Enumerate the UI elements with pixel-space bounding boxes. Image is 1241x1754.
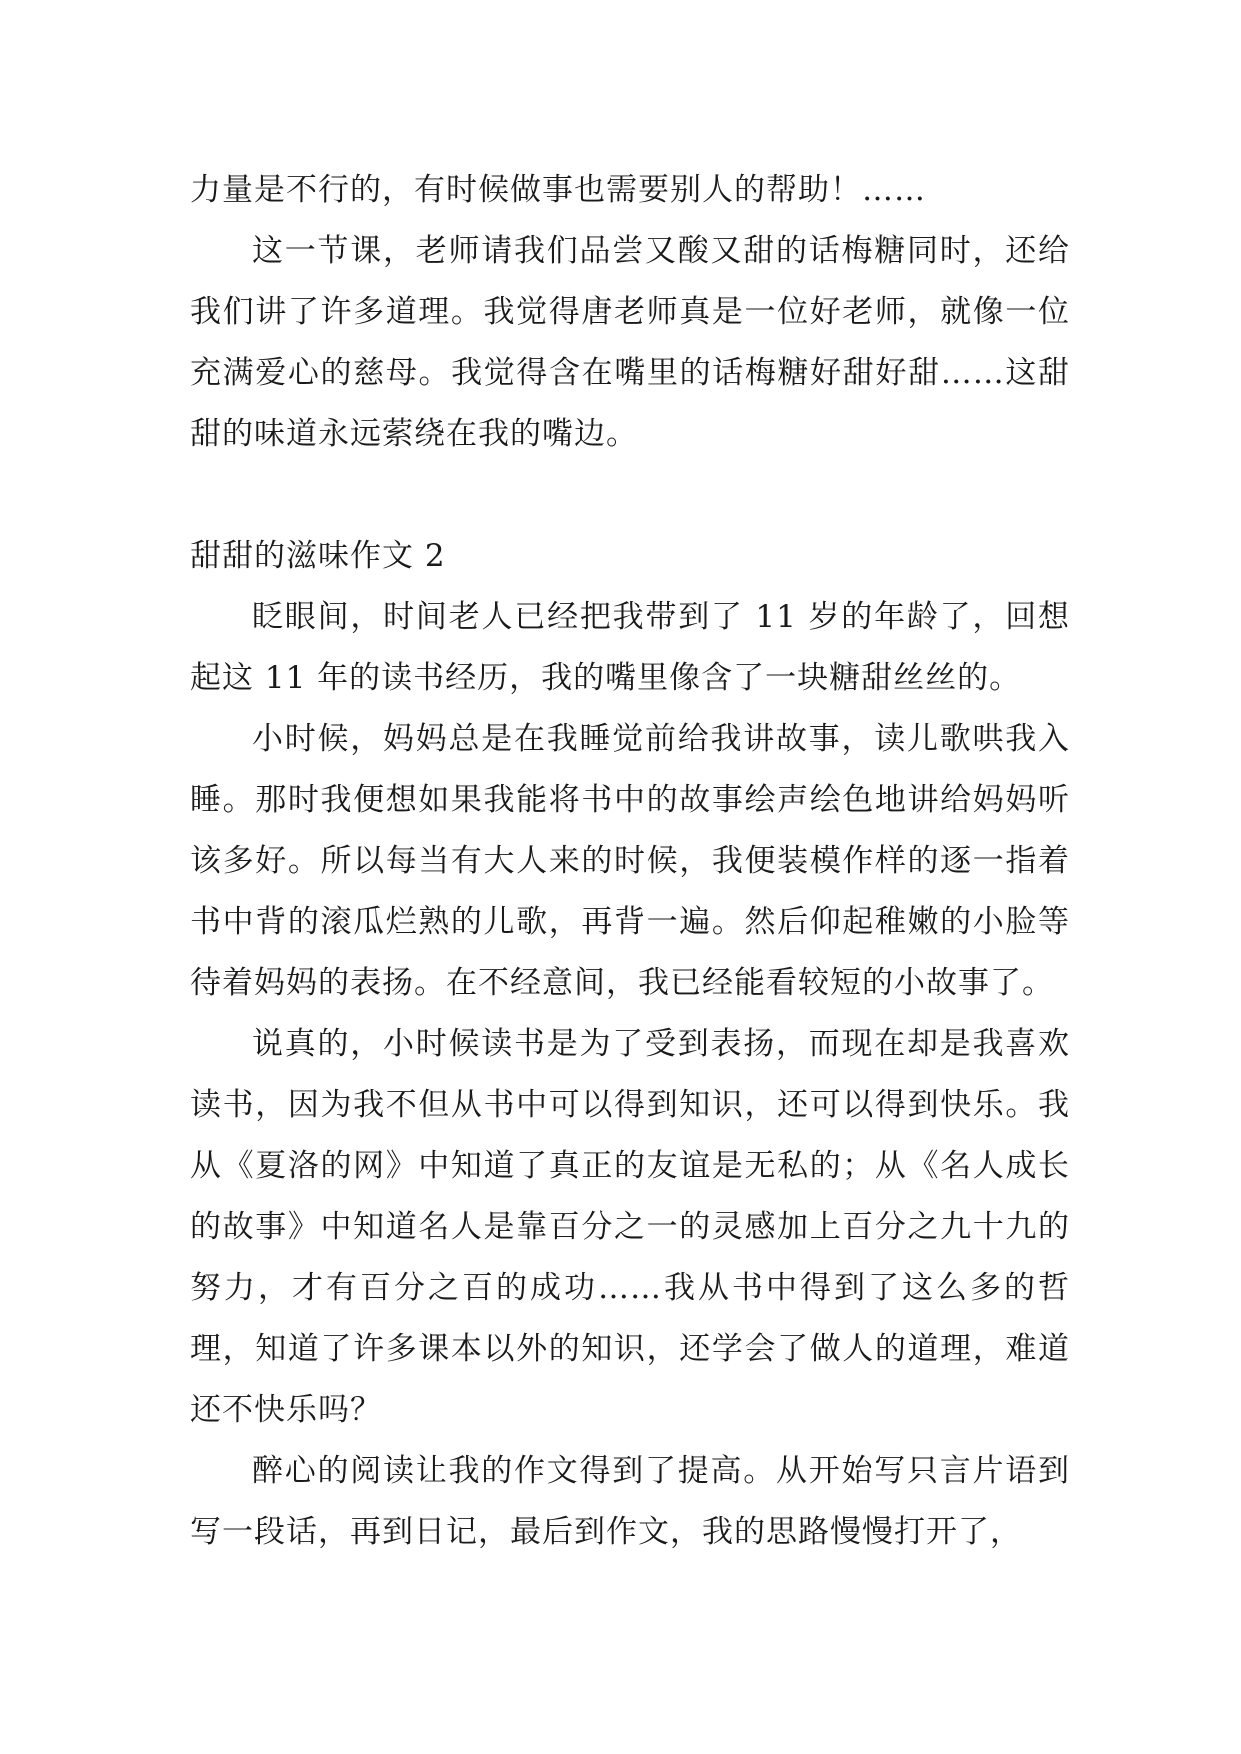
document-body [190, 160, 1070, 1563]
paragraph-reading-joy: 说真的，小时候读书是为了受到表扬，而现在却是我喜欢读书，因为我不但从书中可以得到知识，还可以得到快乐。我从《夏洛的网》中知道了真正的友谊是无私的；从《名人成长的故事》中知道名人是靠百分之一的灵感加上百分之九十九的努力，才有百分之百的成功……我从书中得到了这么多的哲理，知道了许多课本以外的知识，还学会了做人的道理，难道还不快乐吗？ [190, 1026, 1070, 1428]
paragraph-childhood-stories: 小时候，妈妈总是在我睡觉前给我讲故事，读儿歌哄我入睡。那时我便想如果我能将书中的故事绘声绘色地讲给妈妈听该多好。所以每当有大人来的时候，我便装模作样的逐一指着书中背的滚瓜烂熟的儿歌，再背一遍。然后仰起稚嫩的小脸等待着妈妈的表扬。在不经意间，我已经能看较短的小故事了。 [190, 721, 1070, 1001]
paragraph-eleven-years: 眨眼间，时间老人已经把我带到了 11 岁的年龄了，回想起这 11 年的读书经历，我的嘴里像含了一块糖甜丝丝的。 [190, 599, 1070, 696]
paragraph-writing-improvement: 醉心的阅读让我的作文得到了提高。从开始写只言片语到写一段话，再到日记，最后到作文，我的思路慢慢打开了， [190, 1453, 1070, 1550]
essay-heading: 甜甜的滋味作文 2 [190, 538, 446, 574]
paragraph-continuation: 力量是不行的，有时候做事也需要别人的帮助！…… [190, 172, 926, 208]
paragraph-teacher-candy: 这一节课，老师请我们品尝又酸又甜的话梅糖同时，还给我们讲了许多道理。我觉得唐老师真是一位好老师，就像一位充满爱心的慈母。我觉得含在嘴里的话梅糖好甜好甜……这甜甜的味道永远萦绕在我的嘴边。 [190, 233, 1070, 452]
